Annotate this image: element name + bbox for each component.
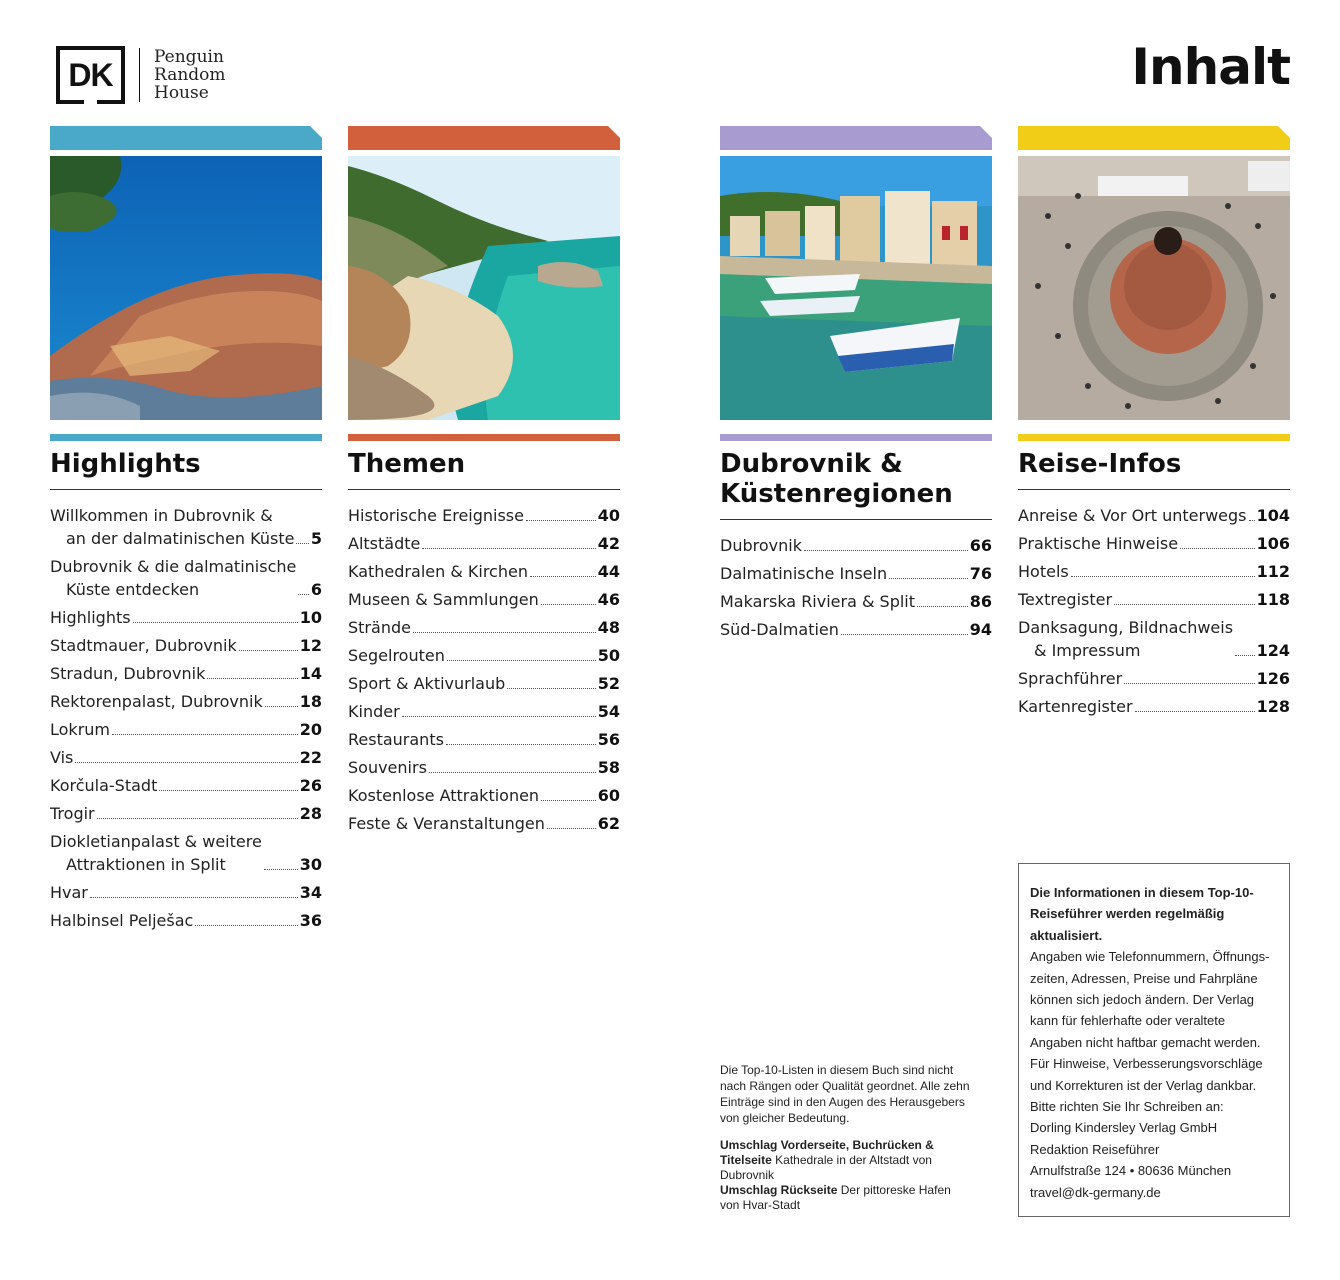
dot-leader <box>447 660 596 661</box>
toc-page-number: 60 <box>597 786 620 805</box>
photo-dubrovnik-aerial <box>50 156 322 420</box>
address-line-2: Redaktion Reiseführer <box>1030 1141 1160 1157</box>
toc-entry-label: Sport & Aktivurlaub <box>348 674 506 693</box>
dot-leader <box>97 818 298 819</box>
toc-page-number: 76 <box>969 564 992 583</box>
dot-leader <box>133 622 298 623</box>
toc-entry-label: Feste & Veranstaltungen <box>348 814 545 833</box>
cover-credit-back <box>720 1183 970 1213</box>
toc-list-themen <box>348 504 620 835</box>
toc-entry[interactable] <box>50 881 322 904</box>
dot-leader <box>541 604 596 605</box>
dot-leader <box>207 678 297 679</box>
section-themen <box>348 126 620 840</box>
section-title-line-2: Küstenregionen <box>720 479 953 509</box>
color-tab-highlights <box>50 126 322 150</box>
update-info-box <box>1018 863 1290 1217</box>
cover-credit-back-text: Der pittoreske Hafen von Hvar-Stadt <box>720 1183 951 1212</box>
dot-leader <box>90 897 298 898</box>
toc-entry[interactable] <box>348 588 620 611</box>
dot-leader <box>296 543 308 544</box>
toc-entry-label: Sprachführer <box>1018 669 1123 688</box>
toc-entry-label-cont: Küste entdecken <box>66 580 200 599</box>
dot-leader <box>1235 655 1255 656</box>
dot-leader <box>889 578 968 579</box>
toc-entry-label: Kartenregister <box>1018 697 1133 716</box>
dot-leader <box>298 594 309 595</box>
toc-page-number: 28 <box>299 804 322 823</box>
toc-page-number: 62 <box>597 814 620 833</box>
toc-entry-label: Stadtmauer, Dubrovnik <box>50 636 237 655</box>
cover-credit-front-text: Kathedrale in der Altstadt von Dubrovnik <box>720 1153 932 1182</box>
toc-entry[interactable] <box>50 718 322 741</box>
toc-entry[interactable] <box>50 634 322 657</box>
toc-entry-label: Strände <box>348 618 411 637</box>
toc-entry[interactable] <box>720 618 992 641</box>
color-tab-dubrovnik <box>720 126 992 150</box>
toc-entry[interactable] <box>348 756 620 779</box>
toc-page-number: 54 <box>597 702 620 721</box>
dk-logo-mark: DK <box>56 46 125 104</box>
dot-leader <box>446 744 596 745</box>
toc-entry-label: Highlights <box>50 608 131 627</box>
toc-page-number: 48 <box>597 618 620 637</box>
color-bar-reiseinfos <box>1018 434 1290 441</box>
dot-leader <box>1180 548 1254 549</box>
toc-entry-label: Dalmatinische Inseln <box>720 564 888 583</box>
toc-entry[interactable] <box>348 560 620 583</box>
toc-entry-label: Lokrum <box>50 720 110 739</box>
section-title-highlights: Highlights <box>50 449 322 490</box>
top10-disclaimer: Die Top-10-Listen in diesem Buch sind nicht nach Rängen oder Qualität geordnet. Alle zehn Einträge sind in den Augen des Herausgebers von gleicher Bedeutung. <box>720 1063 970 1125</box>
toc-entry[interactable] <box>1018 504 1290 527</box>
section-title-themen: Themen <box>348 449 620 490</box>
cover-credit-back-label: Umschlag Rückseite <box>720 1183 838 1197</box>
toc-entry[interactable] <box>50 802 322 825</box>
toc-entry[interactable] <box>348 700 620 723</box>
logo-line-3: House <box>154 83 209 103</box>
toc-entry-label: Historische Ereignisse <box>348 506 524 525</box>
toc-page-number: 46 <box>597 590 620 609</box>
dot-leader <box>1124 683 1254 684</box>
info-box-heading: Die Informationen in diesem Top-10-Reiseführer werden regelmäßig aktualisiert. <box>1030 885 1254 943</box>
toc-list-dubrovnik <box>720 534 992 641</box>
toc-page-number: 36 <box>299 911 322 930</box>
color-bar-highlights <box>50 434 322 441</box>
toc-entry-label: Altstädte <box>348 534 421 553</box>
logo-line-2: Random <box>154 65 226 85</box>
toc-entry[interactable] <box>50 774 322 797</box>
logo-line-1: Penguin <box>154 47 224 67</box>
toc-entry-label-cont: & Impressum <box>1034 641 1141 660</box>
toc-page-number: 94 <box>969 620 992 639</box>
section-title-line-1: Dubrovnik & <box>720 449 903 479</box>
dot-leader <box>75 762 297 763</box>
toc-entry[interactable] <box>1018 616 1290 662</box>
toc-page-number: 118 <box>1256 590 1290 609</box>
toc-entry[interactable] <box>348 616 620 639</box>
toc-entry-label: Vis <box>50 748 74 767</box>
color-bar-themen <box>348 434 620 441</box>
dot-leader <box>841 634 968 635</box>
toc-entry-label: Trogir <box>50 804 95 823</box>
toc-page-number: 30 <box>299 855 322 874</box>
toc-entry[interactable] <box>720 534 992 557</box>
dot-leader <box>195 925 297 926</box>
dot-leader <box>526 520 596 521</box>
publisher-logo <box>56 46 226 104</box>
color-tab-themen <box>348 126 620 150</box>
toc-entry[interactable] <box>50 555 322 601</box>
address-line-1: Dorling Kindersley Verlag GmbH <box>1030 1120 1218 1136</box>
toc-entry-label: Hvar <box>50 883 88 902</box>
toc-entry[interactable] <box>1018 695 1290 718</box>
toc-page-number: 112 <box>1256 562 1290 581</box>
toc-entry[interactable] <box>720 590 992 613</box>
toc-entry[interactable] <box>348 672 620 695</box>
toc-entry-label: Kathedralen & Kirchen <box>348 562 528 581</box>
photo-onofrio-fountain <box>1018 156 1290 420</box>
toc-page-number: 42 <box>597 534 620 553</box>
toc-page-number: 6 <box>310 580 322 599</box>
toc-entry[interactable] <box>348 644 620 667</box>
dot-leader <box>239 650 298 651</box>
toc-list-highlights <box>50 504 322 932</box>
toc-page-number: 44 <box>597 562 620 581</box>
top10-note <box>720 1062 970 1213</box>
dot-leader <box>422 548 595 549</box>
toc-entry-label-cont: Attraktionen in Split <box>66 855 226 874</box>
page-title: Inhalt <box>1131 38 1290 96</box>
toc-entry-label: Rektorenpalast, Dubrovnik <box>50 692 263 711</box>
toc-entry-label: Textregister <box>1018 590 1113 609</box>
toc-entry[interactable] <box>348 728 620 751</box>
dot-leader <box>112 734 298 735</box>
toc-page-number: 34 <box>299 883 322 902</box>
toc-entry[interactable] <box>50 606 322 629</box>
toc-entry-label: Souvenirs <box>348 758 427 777</box>
dot-leader <box>264 869 298 870</box>
toc-page-number: 124 <box>1256 641 1290 660</box>
logo-divider <box>139 48 140 102</box>
dot-leader <box>413 632 596 633</box>
dot-leader <box>547 828 596 829</box>
dot-leader <box>530 576 596 577</box>
toc-page-number: 18 <box>299 692 322 711</box>
toc-entry-label: Kinder <box>348 702 400 721</box>
toc-page-number: 104 <box>1256 506 1290 525</box>
toc-page-number: 26 <box>299 776 322 795</box>
toc-page-number: 5 <box>310 529 322 548</box>
dot-leader <box>1114 604 1255 605</box>
toc-entry[interactable] <box>50 504 322 550</box>
toc-entry-label: Makarska Riviera & Split <box>720 592 916 611</box>
toc-entry-label: Museen & Sammlungen <box>348 590 539 609</box>
logo-wordmark <box>154 48 226 102</box>
toc-entry-label: Kostenlose Attraktionen <box>348 786 540 805</box>
photo-beach-cove <box>348 156 620 420</box>
toc-entry[interactable] <box>50 662 322 685</box>
toc-list-reiseinfos <box>1018 504 1290 718</box>
toc-page-number: 22 <box>299 748 322 767</box>
toc-page-number: 56 <box>597 730 620 749</box>
toc-entry[interactable] <box>1018 667 1290 690</box>
dot-leader <box>507 688 595 689</box>
toc-entry-label: Süd-Dalmatien <box>720 620 839 639</box>
toc-page-number: 128 <box>1256 697 1290 716</box>
toc-entry[interactable] <box>50 909 322 932</box>
toc-entry[interactable] <box>1018 588 1290 611</box>
toc-entry[interactable] <box>1018 532 1290 555</box>
toc-entry[interactable] <box>50 746 322 769</box>
color-bar-dubrovnik <box>720 434 992 441</box>
toc-entry[interactable] <box>50 690 322 713</box>
toc-entry[interactable] <box>1018 560 1290 583</box>
toc-page-number: 12 <box>299 636 322 655</box>
toc-page-number: 40 <box>597 506 620 525</box>
toc-entry[interactable] <box>50 830 322 876</box>
toc-entry-label: Willkommen in Dubrovnik & <box>50 506 273 525</box>
dot-leader <box>402 716 596 717</box>
section-reiseinfos <box>1018 126 1290 723</box>
section-dubrovnik <box>720 126 992 646</box>
toc-entry-label: Restaurants <box>348 730 444 749</box>
dot-leader <box>265 706 298 707</box>
photo-harbour-boats <box>720 156 992 420</box>
section-title-reiseinfos: Reise-Infos <box>1018 449 1290 490</box>
toc-entry-label: Korčula-Stadt <box>50 776 158 795</box>
toc-page-number: 14 <box>299 664 322 683</box>
toc-page-number: 10 <box>299 608 322 627</box>
toc-page-number: 58 <box>597 758 620 777</box>
dot-leader <box>917 606 968 607</box>
dot-leader <box>159 790 297 791</box>
dot-leader <box>804 550 968 551</box>
toc-entry-label: Diokletianpalast & weitere <box>50 832 262 851</box>
cover-credit-front-label: Umschlag Vorderseite, Buchrücken & Titelseite <box>720 1138 934 1167</box>
toc-page-number: 20 <box>299 720 322 739</box>
section-highlights <box>50 126 322 937</box>
toc-entry-label: Hotels <box>1018 562 1069 581</box>
toc-page-number: 86 <box>969 592 992 611</box>
toc-entry[interactable] <box>348 532 620 555</box>
toc-entry-label: Halbinsel Pelješac <box>50 911 194 930</box>
toc-page-number: 106 <box>1256 534 1290 553</box>
dot-leader <box>1135 711 1255 712</box>
toc-page-number: 66 <box>969 536 992 555</box>
toc-entry[interactable] <box>720 562 992 585</box>
toc-entry-label-cont: an der dalmatinischen Küste <box>66 529 295 548</box>
toc-entry-label: Dubrovnik & die dalmatinische <box>50 557 297 576</box>
section-title-dubrovnik <box>720 449 992 520</box>
cover-credit-front <box>720 1138 970 1183</box>
toc-entry-label: Stradun, Dubrovnik <box>50 664 206 683</box>
toc-entry[interactable] <box>348 812 620 835</box>
toc-page-number: 126 <box>1256 669 1290 688</box>
address-line-3: Arnulfstraße 124 • 80636 München <box>1030 1163 1232 1179</box>
toc-entry-label: Dubrovnik <box>720 536 802 555</box>
toc-entry-label: Anreise & Vor Ort unterwegs <box>1018 506 1247 525</box>
toc-entry-label: Segelrouten <box>348 646 445 665</box>
toc-page-number: 52 <box>597 674 620 693</box>
contact-email-link[interactable]: travel@dk-germany.de <box>1030 1184 1161 1200</box>
info-box-text: Angaben wie Telefonnummern, Öffnungs-zeiten, Adressen, Preise und Fahrpläne können sich jedoch ändern. Der Verlag kann für fehlerhafte oder veraltete Angaben nicht haftbar gemacht werden. Für Hinweise, Verbesserungsvorschläge und Korrekturen ist der Verlag dankbar. Bitte richten Sie Ihr Schreiben an: <box>1030 949 1270 1115</box>
dot-leader <box>541 800 596 801</box>
dot-leader <box>1249 520 1255 521</box>
toc-entry[interactable] <box>348 504 620 527</box>
dot-leader <box>429 772 596 773</box>
toc-page-number: 50 <box>597 646 620 665</box>
toc-entry-label: Praktische Hinweise <box>1018 534 1179 553</box>
color-tab-reiseinfos <box>1018 126 1290 150</box>
toc-entry-label: Danksagung, Bildnachweis <box>1018 618 1234 637</box>
dot-leader <box>1071 576 1255 577</box>
toc-entry[interactable] <box>348 784 620 807</box>
